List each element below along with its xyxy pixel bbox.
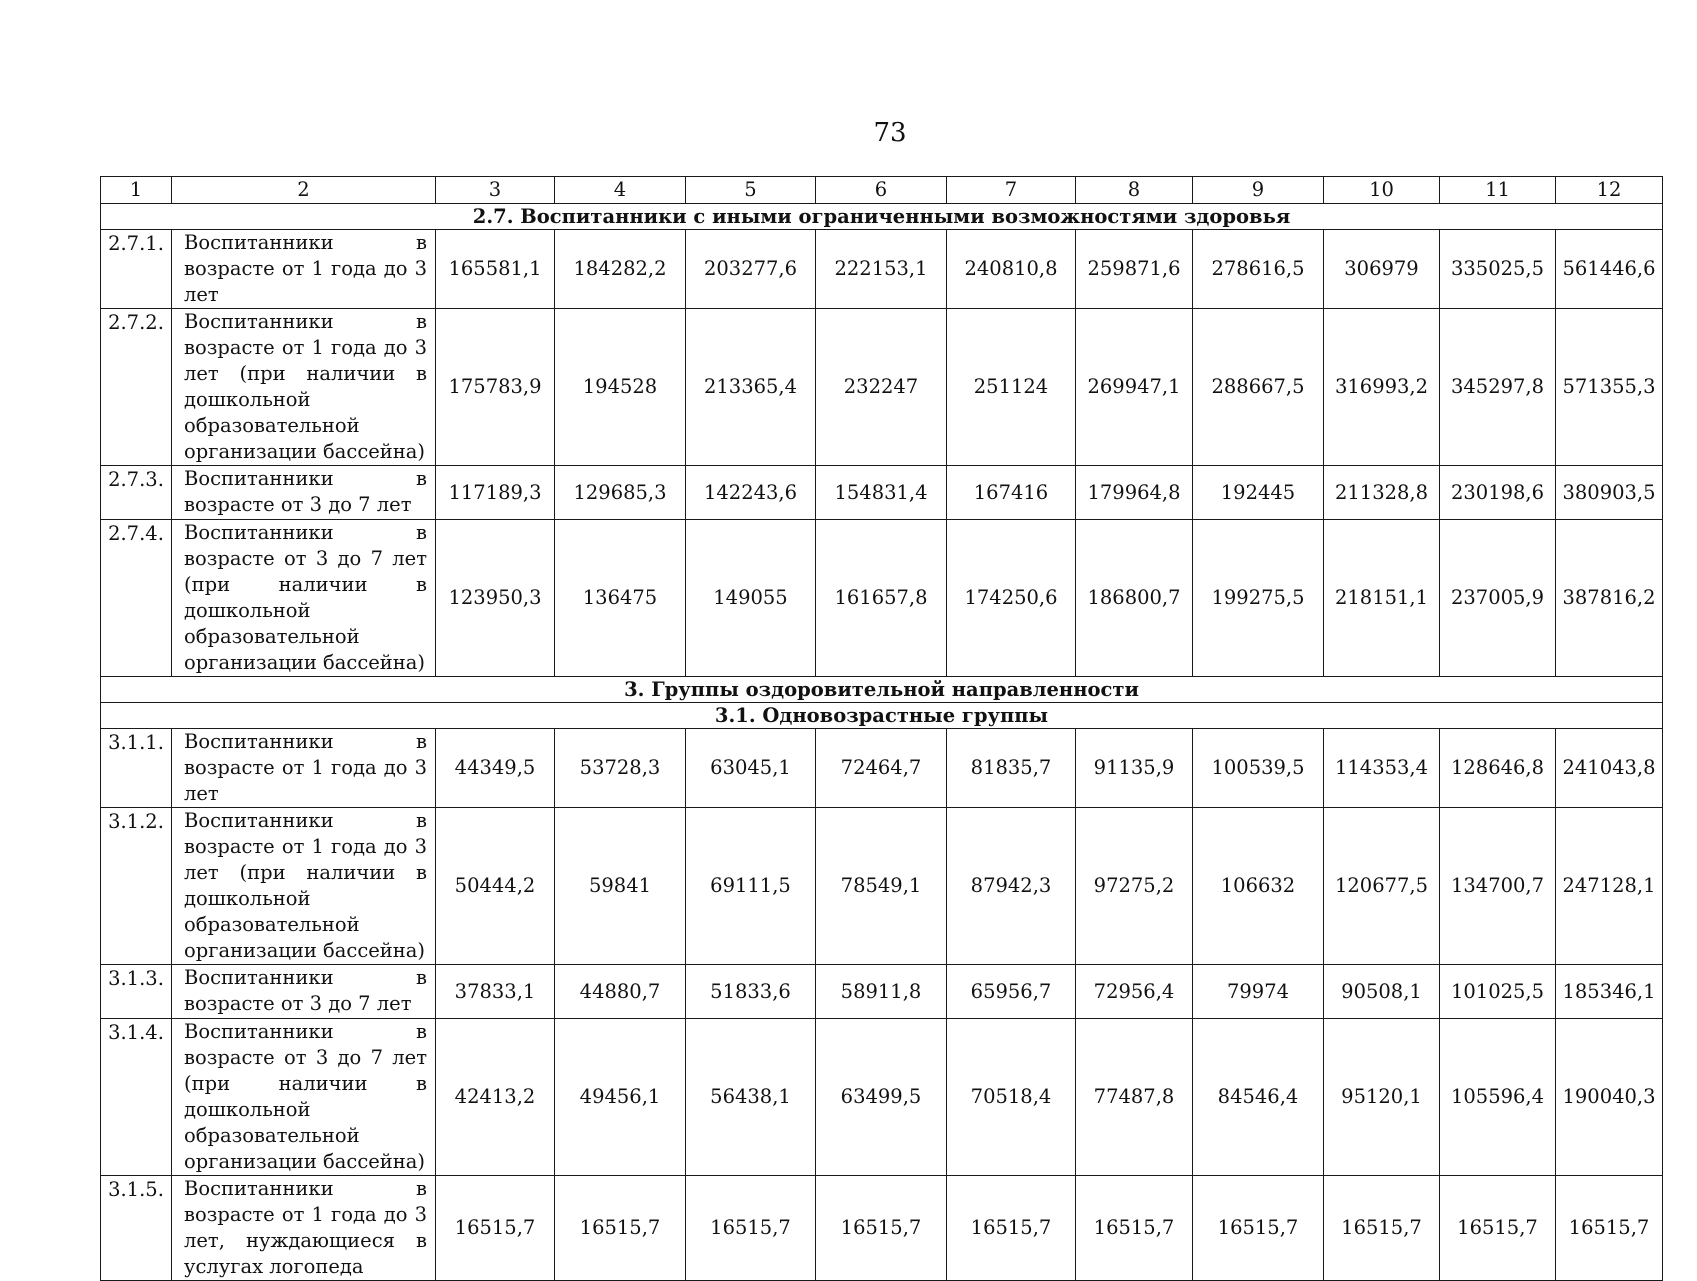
- value-cell: 84546,4: [1193, 1019, 1324, 1176]
- value-cell: 165581,1: [436, 230, 555, 309]
- table-row: [101, 466, 1663, 520]
- value-cell: 72956,4: [1076, 965, 1193, 1019]
- subsection-heading-row: [101, 703, 1663, 729]
- row-description: Воспитанники в возрасте от 3 до 7 лет: [172, 965, 436, 1019]
- tariff-table: [100, 176, 1663, 1281]
- table-row: [101, 729, 1663, 808]
- table-row: [101, 520, 1663, 677]
- value-cell: 218151,1: [1324, 520, 1440, 677]
- value-cell: 240810,8: [947, 230, 1076, 309]
- column-number: 2: [172, 177, 436, 204]
- value-cell: 190040,3: [1556, 1019, 1663, 1176]
- value-cell: 571355,3: [1556, 309, 1663, 466]
- row-code: 3.1.4.: [101, 1019, 172, 1176]
- value-cell: 247128,1: [1556, 808, 1663, 965]
- value-cell: 174250,6: [947, 520, 1076, 677]
- section-heading: 3. Группы оздоровительной направленности: [101, 677, 1663, 703]
- column-number: 10: [1324, 177, 1440, 204]
- value-cell: 380903,5: [1556, 466, 1663, 520]
- value-cell: 97275,2: [1076, 808, 1193, 965]
- column-number: 12: [1556, 177, 1663, 204]
- column-number: 6: [816, 177, 947, 204]
- value-cell: 269947,1: [1076, 309, 1193, 466]
- value-cell: 192445: [1193, 466, 1324, 520]
- section-heading-row: [101, 677, 1663, 703]
- value-cell: 251124: [947, 309, 1076, 466]
- column-number: 5: [686, 177, 816, 204]
- row-code: 2.7.3.: [101, 466, 172, 520]
- row-code: 3.1.2.: [101, 808, 172, 965]
- value-cell: 259871,6: [1076, 230, 1193, 309]
- column-number: 1: [101, 177, 172, 204]
- value-cell: 278616,5: [1193, 230, 1324, 309]
- value-cell: 213365,4: [686, 309, 816, 466]
- value-cell: 16515,7: [686, 1176, 816, 1281]
- column-number: 3: [436, 177, 555, 204]
- value-cell: 16515,7: [816, 1176, 947, 1281]
- value-cell: 100539,5: [1193, 729, 1324, 808]
- column-number: 8: [1076, 177, 1193, 204]
- value-cell: 16515,7: [1076, 1176, 1193, 1281]
- value-cell: 161657,8: [816, 520, 947, 677]
- row-description: Воспитанники в возрасте от 1 года до 3 лет, нуждающиеся в услугах логопеда: [172, 1176, 436, 1281]
- value-cell: 51833,6: [686, 965, 816, 1019]
- value-cell: 105596,4: [1440, 1019, 1556, 1176]
- value-cell: 194528: [555, 309, 686, 466]
- value-cell: 222153,1: [816, 230, 947, 309]
- row-code: 2.7.2.: [101, 309, 172, 466]
- value-cell: 81835,7: [947, 729, 1076, 808]
- row-description: Воспитанники в возрасте от 3 до 7 лет (при наличии в дошкольной образовательной организации бассейна): [172, 1019, 436, 1176]
- value-cell: 16515,7: [1193, 1176, 1324, 1281]
- table-row: [101, 808, 1663, 965]
- value-cell: 561446,6: [1556, 230, 1663, 309]
- value-cell: 79974: [1193, 965, 1324, 1019]
- value-cell: 387816,2: [1556, 520, 1663, 677]
- value-cell: 49456,1: [555, 1019, 686, 1176]
- value-cell: 142243,6: [686, 466, 816, 520]
- value-cell: 44880,7: [555, 965, 686, 1019]
- value-cell: 306979: [1324, 230, 1440, 309]
- row-code: 3.1.3.: [101, 965, 172, 1019]
- value-cell: 288667,5: [1193, 309, 1324, 466]
- value-cell: 203277,6: [686, 230, 816, 309]
- table-row: [101, 1176, 1663, 1281]
- value-cell: 16515,7: [947, 1176, 1076, 1281]
- value-cell: 199275,5: [1193, 520, 1324, 677]
- value-cell: 149055: [686, 520, 816, 677]
- value-cell: 179964,8: [1076, 466, 1193, 520]
- value-cell: 53728,3: [555, 729, 686, 808]
- value-cell: 58911,8: [816, 965, 947, 1019]
- value-cell: 63045,1: [686, 729, 816, 808]
- section-heading-row: [101, 204, 1663, 230]
- value-cell: 101025,5: [1440, 965, 1556, 1019]
- value-cell: 175783,9: [436, 309, 555, 466]
- value-cell: 232247: [816, 309, 947, 466]
- row-code: 2.7.1.: [101, 230, 172, 309]
- row-code: 3.1.5.: [101, 1176, 172, 1281]
- value-cell: 316993,2: [1324, 309, 1440, 466]
- table-row: [101, 1019, 1663, 1176]
- value-cell: 237005,9: [1440, 520, 1556, 677]
- column-number: 4: [555, 177, 686, 204]
- value-cell: 90508,1: [1324, 965, 1440, 1019]
- value-cell: 16515,7: [1556, 1176, 1663, 1281]
- value-cell: 128646,8: [1440, 729, 1556, 808]
- column-number: 7: [947, 177, 1076, 204]
- row-description: Воспитанники в возрасте от 3 до 7 лет: [172, 466, 436, 520]
- value-cell: 42413,2: [436, 1019, 555, 1176]
- value-cell: 185346,1: [1556, 965, 1663, 1019]
- value-cell: 136475: [555, 520, 686, 677]
- table-row: [101, 309, 1663, 466]
- row-code: 3.1.1.: [101, 729, 172, 808]
- page-number: 73: [873, 118, 907, 148]
- table-row: [101, 230, 1663, 309]
- row-code: 2.7.4.: [101, 520, 172, 677]
- subsection-heading: 3.1. Одновозрастные группы: [101, 703, 1663, 729]
- value-cell: 16515,7: [436, 1176, 555, 1281]
- value-cell: 69111,5: [686, 808, 816, 965]
- value-cell: 37833,1: [436, 965, 555, 1019]
- value-cell: 91135,9: [1076, 729, 1193, 808]
- value-cell: 345297,8: [1440, 309, 1556, 466]
- row-description: Воспитанники в возрасте от 1 года до 3 лет (при наличии в дошкольной образовательной организации бассейна): [172, 309, 436, 466]
- value-cell: 16515,7: [1440, 1176, 1556, 1281]
- value-cell: 117189,3: [436, 466, 555, 520]
- value-cell: 335025,5: [1440, 230, 1556, 309]
- value-cell: 120677,5: [1324, 808, 1440, 965]
- value-cell: 59841: [555, 808, 686, 965]
- value-cell: 134700,7: [1440, 808, 1556, 965]
- value-cell: 63499,5: [816, 1019, 947, 1176]
- value-cell: 241043,8: [1556, 729, 1663, 808]
- value-cell: 167416: [947, 466, 1076, 520]
- value-cell: 16515,7: [555, 1176, 686, 1281]
- column-number: 11: [1440, 177, 1556, 204]
- value-cell: 184282,2: [555, 230, 686, 309]
- value-cell: 106632: [1193, 808, 1324, 965]
- value-cell: 77487,8: [1076, 1019, 1193, 1176]
- value-cell: 56438,1: [686, 1019, 816, 1176]
- value-cell: 123950,3: [436, 520, 555, 677]
- table-row: [101, 965, 1663, 1019]
- column-number: 9: [1193, 177, 1324, 204]
- value-cell: 50444,2: [436, 808, 555, 965]
- value-cell: 211328,8: [1324, 466, 1440, 520]
- value-cell: 72464,7: [816, 729, 947, 808]
- value-cell: 95120,1: [1324, 1019, 1440, 1176]
- value-cell: 44349,5: [436, 729, 555, 808]
- row-description: Воспитанники в возрасте от 3 до 7 лет (при наличии в дошкольной образовательной организации бассейна): [172, 520, 436, 677]
- row-description: Воспитанники в возрасте от 1 года до 3 лет: [172, 729, 436, 808]
- row-description: Воспитанники в возрасте от 1 года до 3 лет (при наличии в дошкольной образовательной организации бассейна): [172, 808, 436, 965]
- value-cell: 114353,4: [1324, 729, 1440, 808]
- row-description: Воспитанники в возрасте от 1 года до 3 лет: [172, 230, 436, 309]
- column-number-row: [101, 177, 1663, 204]
- value-cell: 186800,7: [1076, 520, 1193, 677]
- value-cell: 78549,1: [816, 808, 947, 965]
- value-cell: 16515,7: [1324, 1176, 1440, 1281]
- value-cell: 87942,3: [947, 808, 1076, 965]
- value-cell: 129685,3: [555, 466, 686, 520]
- value-cell: 65956,7: [947, 965, 1076, 1019]
- value-cell: 230198,6: [1440, 466, 1556, 520]
- value-cell: 154831,4: [816, 466, 947, 520]
- section-heading: 2.7. Воспитанники с иными ограниченными возможностями здоровья: [101, 204, 1663, 230]
- value-cell: 70518,4: [947, 1019, 1076, 1176]
